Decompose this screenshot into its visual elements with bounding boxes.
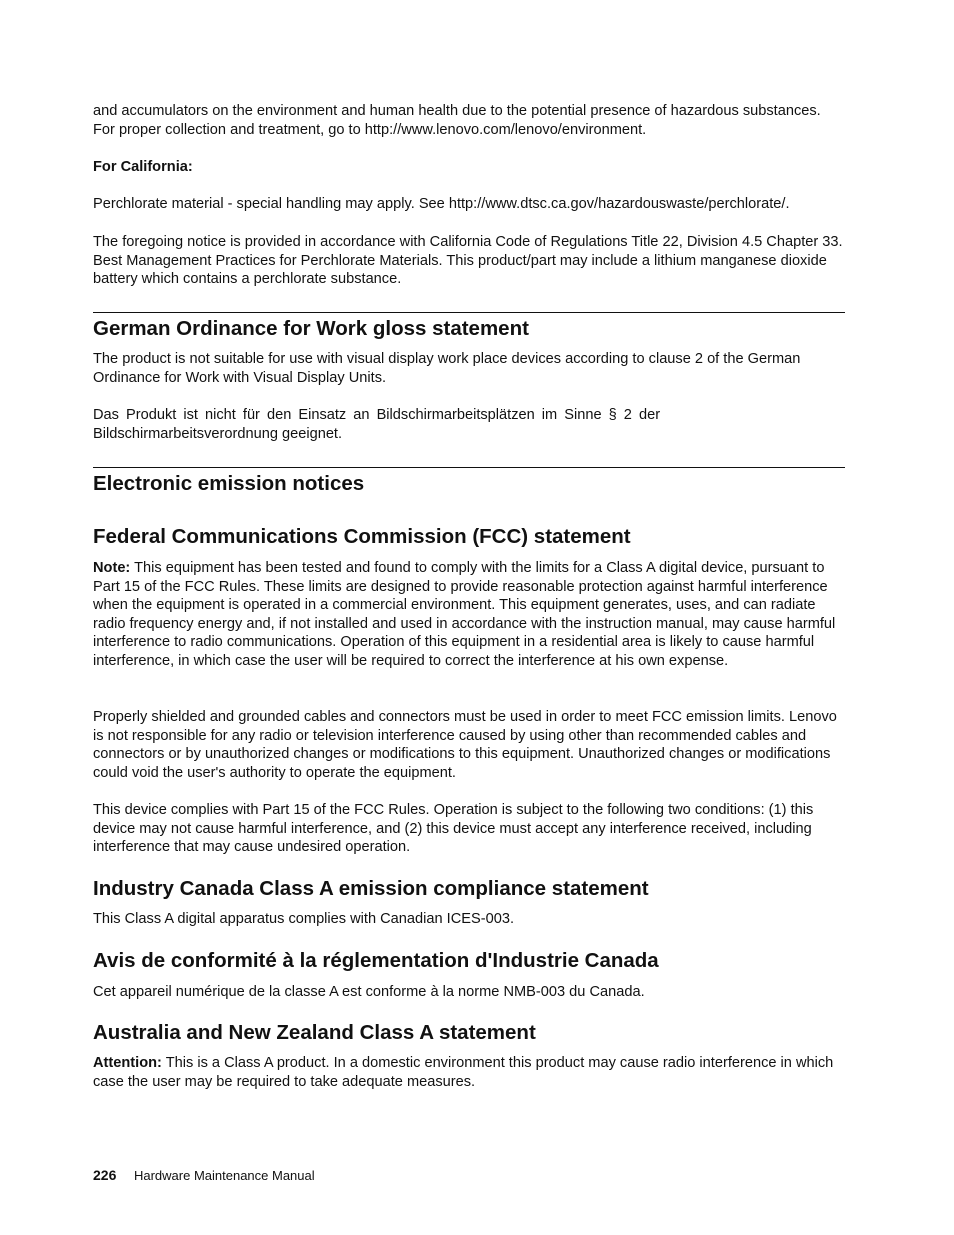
german-heading: German Ordinance for Work gloss statement [93,317,529,340]
australia-paragraph [93,1054,845,1091]
intro-paragraph-3: The foregoing notice is provided in accordance with California Code of Regulations Title 22, Division 4.5 Chapter 33. Best Management Practices for Perchlorate Materials. This product/part may include a lithium manganese dioxide battery which contains a perchlorate substance. [93,234,843,288]
section-divider [93,312,845,313]
australia-heading: Australia and New Zealand Class A statement [93,1021,536,1044]
fcc-paragraph-2: Properly shielded and grounded cables and connectors must be used in order to meet FCC emission limits. Lenovo is not responsible for any radio or television interference caused by using other than recommended cables and connectors or by unauthorized changes or modifications to this equipment. Unauthorized changes or modifications could void the user's authority to operate the equipment. [93,709,837,781]
intro-paragraph-2: Perchlorate material - special handling may apply. See http://www.dtsc.ca.gov/hazardouswaste/perchlorate/. [93,196,790,212]
note-label: Note: [93,560,131,576]
manual-title: Hardware Maintenance Manual [133,1168,315,1183]
fcc-heading: Federal Communications Commission (FCC) statement [93,525,631,548]
german-paragraph-2-line-1: Das Produkt ist nicht für den Einsatz an Bildschirmarbeitsplätzen im Sinne § 2 der [93,407,661,423]
california-label: For California: [93,159,193,175]
emission-heading: Electronic emission notices [93,472,365,495]
german-paragraph-2 [93,406,845,443]
australia-text: This is a Class A product. In a domestic environment this product may cause radio interference in which case the user may be required to take adequate measures. [93,1055,834,1090]
avis-heading: Avis de conformité à la réglementation d'Industrie Canada [93,949,659,972]
canada-paragraph: This Class A digital apparatus complies with Canadian ICES-003. [93,911,515,927]
canada-heading: Industry Canada Class A emission compliance statement [93,877,649,900]
fcc-paragraph-1 [93,559,845,671]
german-paragraph-1: The product is not suitable for use with visual display work place devices according to clause 2 of the German Ordinance for Work with Visual Display Units. [93,351,801,386]
german-paragraph-2-line-2: Bildschirmarbeitsverordnung geeignet. [93,425,343,442]
avis-paragraph: Cet appareil numérique de la classe A est conforme à la norme NMB-003 du Canada. [93,984,645,1000]
fcc-paragraph-3: This device complies with Part 15 of the FCC Rules. Operation is subject to the following two conditions: (1) this device may not cause harmful interference, and (2) this device must accept any interference received, including interference that may cause undesired operation. [93,802,814,856]
attention-label: Attention: [93,1055,162,1071]
fcc-note-text: This equipment has been tested and found to comply with the limits for a Class A digital device, pursuant to Part 15 of the FCC Rules. These limits are designed to provide reasonable protection against harmful interference when the equipment is operated in a commercial environment. This equipment generates, uses, and can radiate radio frequency energy and, if not installed and used in accordance with the instruction manual, may cause harmful interference to radio communications. Operation of this equipment in a residential area is likely to cause harmful interference, in which case the user will be required to correct the interference at his own expense. [93,560,836,669]
page-footer [93,1167,315,1183]
intro-paragraph-1: and accumulators on the environment and human health due to the potential presence of hazardous substances. For proper collection and treatment, go to http://www.lenovo.com/lenovo/environment. [93,103,821,138]
page-number: 226 [93,1167,117,1183]
section-divider [93,467,845,468]
